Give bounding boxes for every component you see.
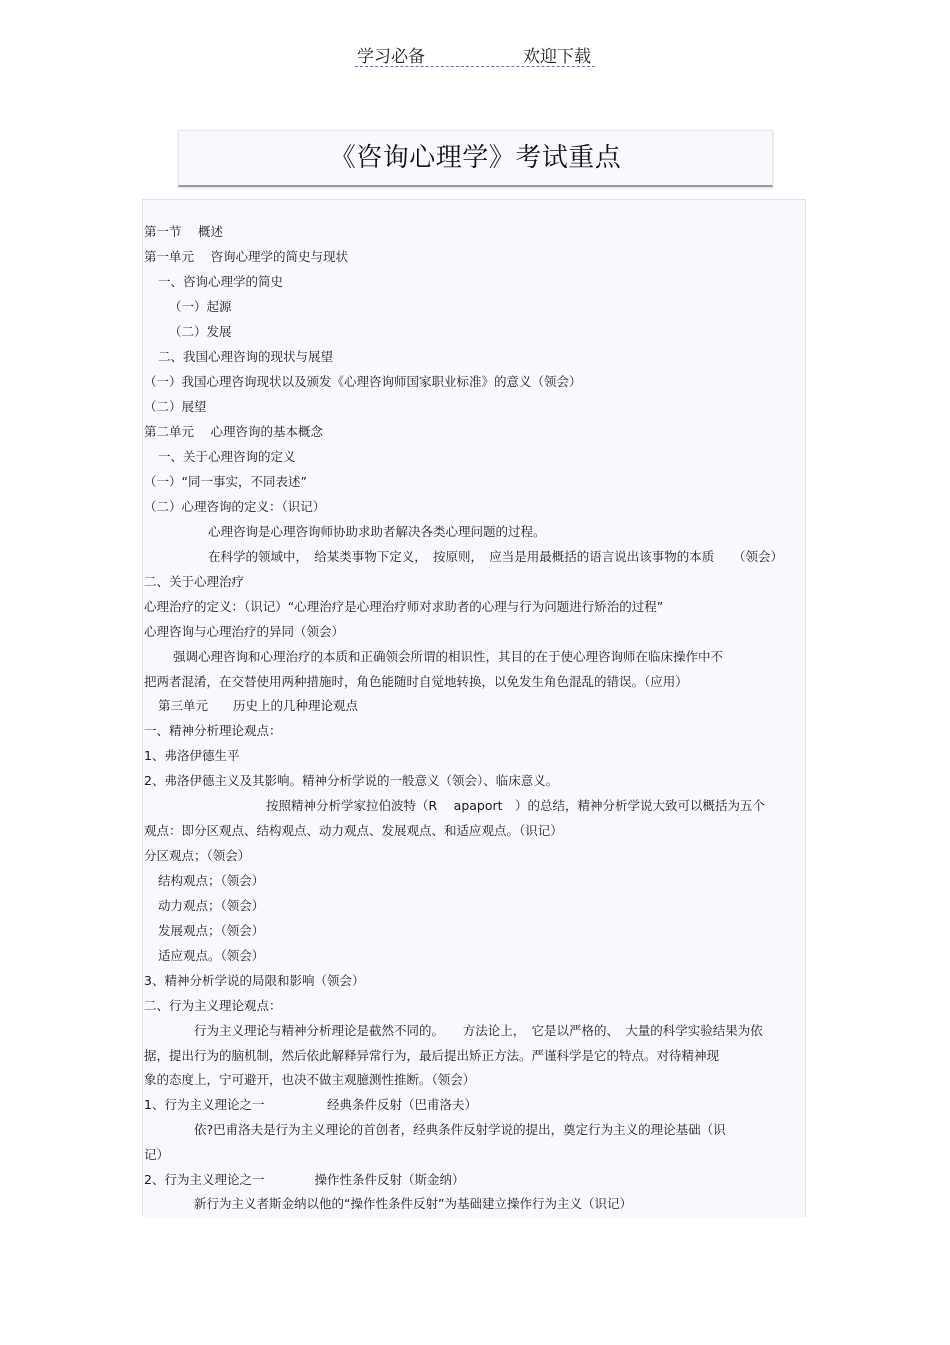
text-line: 1、弗洛伊德生平: [144, 748, 240, 763]
text-line: 动力观点；（领会）: [158, 898, 265, 913]
text-line: 1、行为主义理论之一 经典条件反射（巴甫洛夫）: [144, 1097, 477, 1112]
text-line: 行为主义理论与精神分析理论是截然不同的。 方法论上， 它是以严格的、 大量的科学实验结果为依: [194, 1023, 763, 1038]
title-box: [178, 130, 773, 187]
text-line: 适应观点。（领会）: [158, 948, 265, 963]
text-line: 依?巴甫洛夫是行为主义理论的首创者，经典条件反射学说的提出，奠定行为主义的理论基础（识: [194, 1122, 726, 1137]
text-line: 心理咨询是心理咨询师协助求助者解决各类心理问题的过程。: [208, 524, 546, 539]
text-line: 二、我国心理咨询的现状与展望: [158, 349, 334, 364]
text-line: 3、精神分析学说的局限和影响（领会）: [144, 973, 365, 988]
text-line: 心理治疗的定义：（识记）“心理治疗是心理治疗师对求助者的心理与行为问题进行矫治的过程”: [144, 599, 664, 614]
text-line: （二）发展: [169, 324, 232, 339]
text-line: 按照精神分析学家拉伯波特（R apaport ）的总结，精神分析学说大致可以概括为五个: [266, 798, 766, 813]
text-line: 结构观点；（领会）: [158, 873, 265, 888]
text-line: （一）我国心理咨询现状以及颁发《心理咨询师国家职业标准》的意义（领会）: [144, 374, 582, 389]
text-line: 强调心理咨询和心理治疗的本质和正确领会所谓的相识性，其目的在于使心理咨询师在临床操作中不: [173, 649, 724, 664]
text-line: 第一单元 咨询心理学的简史与现状: [144, 249, 348, 264]
text-line: 2、弗洛伊德主义及其影响。精神分析学说的一般意义（领会）、临床意义。: [144, 773, 559, 788]
text-line: 据，提出行为的脑机制，然后依此解释异常行为，最后提出矫正方法。严谨科学是它的特点。对待精神现: [144, 1048, 720, 1063]
text-line: 心理咨询与心理治疗的异同（领会）: [144, 624, 345, 639]
header-right-text: 欢迎下载: [523, 47, 591, 67]
text-line: 一、关于心理咨询的定义: [158, 449, 296, 464]
text-line: 新行为主义者斯金纳以他的“操作性条件反射”为基础建立操作行为主义（识记）: [194, 1196, 632, 1211]
text-line: 二、关于心理治疗: [144, 574, 245, 589]
header-left-text: 学习必备: [357, 47, 425, 67]
text-line: （一）“同一事实，不同表述”: [144, 474, 307, 489]
document-title: 《咨询心理学》考试重点: [329, 143, 622, 173]
text-line: 一、咨询心理学的简史: [158, 274, 284, 289]
text-line: 观点：即分区观点、结构观点、动力观点、发展观点、和适应观点。（识记）: [144, 823, 563, 838]
text-line: 二、行为主义理论观点：: [144, 998, 282, 1013]
text-line: 记）: [144, 1147, 170, 1162]
content-area: [142, 199, 806, 1217]
text-line: 一、精神分析理论观点：: [144, 723, 282, 738]
text-line: 第二单元 心理咨询的基本概念: [144, 424, 323, 439]
text-line: 第三单元 历史上的几种理论观点: [158, 698, 359, 713]
text-line: （二）心理咨询的定义：（识记）: [144, 499, 326, 514]
text-line: 第一节 概述: [144, 224, 223, 239]
page-header: [355, 40, 595, 67]
text-line: 把两者混淆，在交替使用两种措施时，角色能随时自觉地转换，以免发生角色混乱的错误。（应用）: [144, 674, 688, 689]
text-line: 分区观点；（领会）: [144, 848, 251, 863]
text-line: （一）起源: [169, 299, 232, 314]
text-line: 2、行为主义理论之一 操作性条件反射（斯金纳）: [144, 1172, 465, 1187]
text-line: 象的态度上，宁可避开，也决不做主观臆测性推断。（领会）: [144, 1072, 476, 1087]
text-line: （二）展望: [144, 399, 207, 414]
text-line: 发展观点；（领会）: [158, 923, 265, 938]
text-line: 在科学的领域中， 给某类事物下定义， 按原则， 应当是用最概括的语言说出该事物的本质 （领会）: [208, 549, 784, 564]
